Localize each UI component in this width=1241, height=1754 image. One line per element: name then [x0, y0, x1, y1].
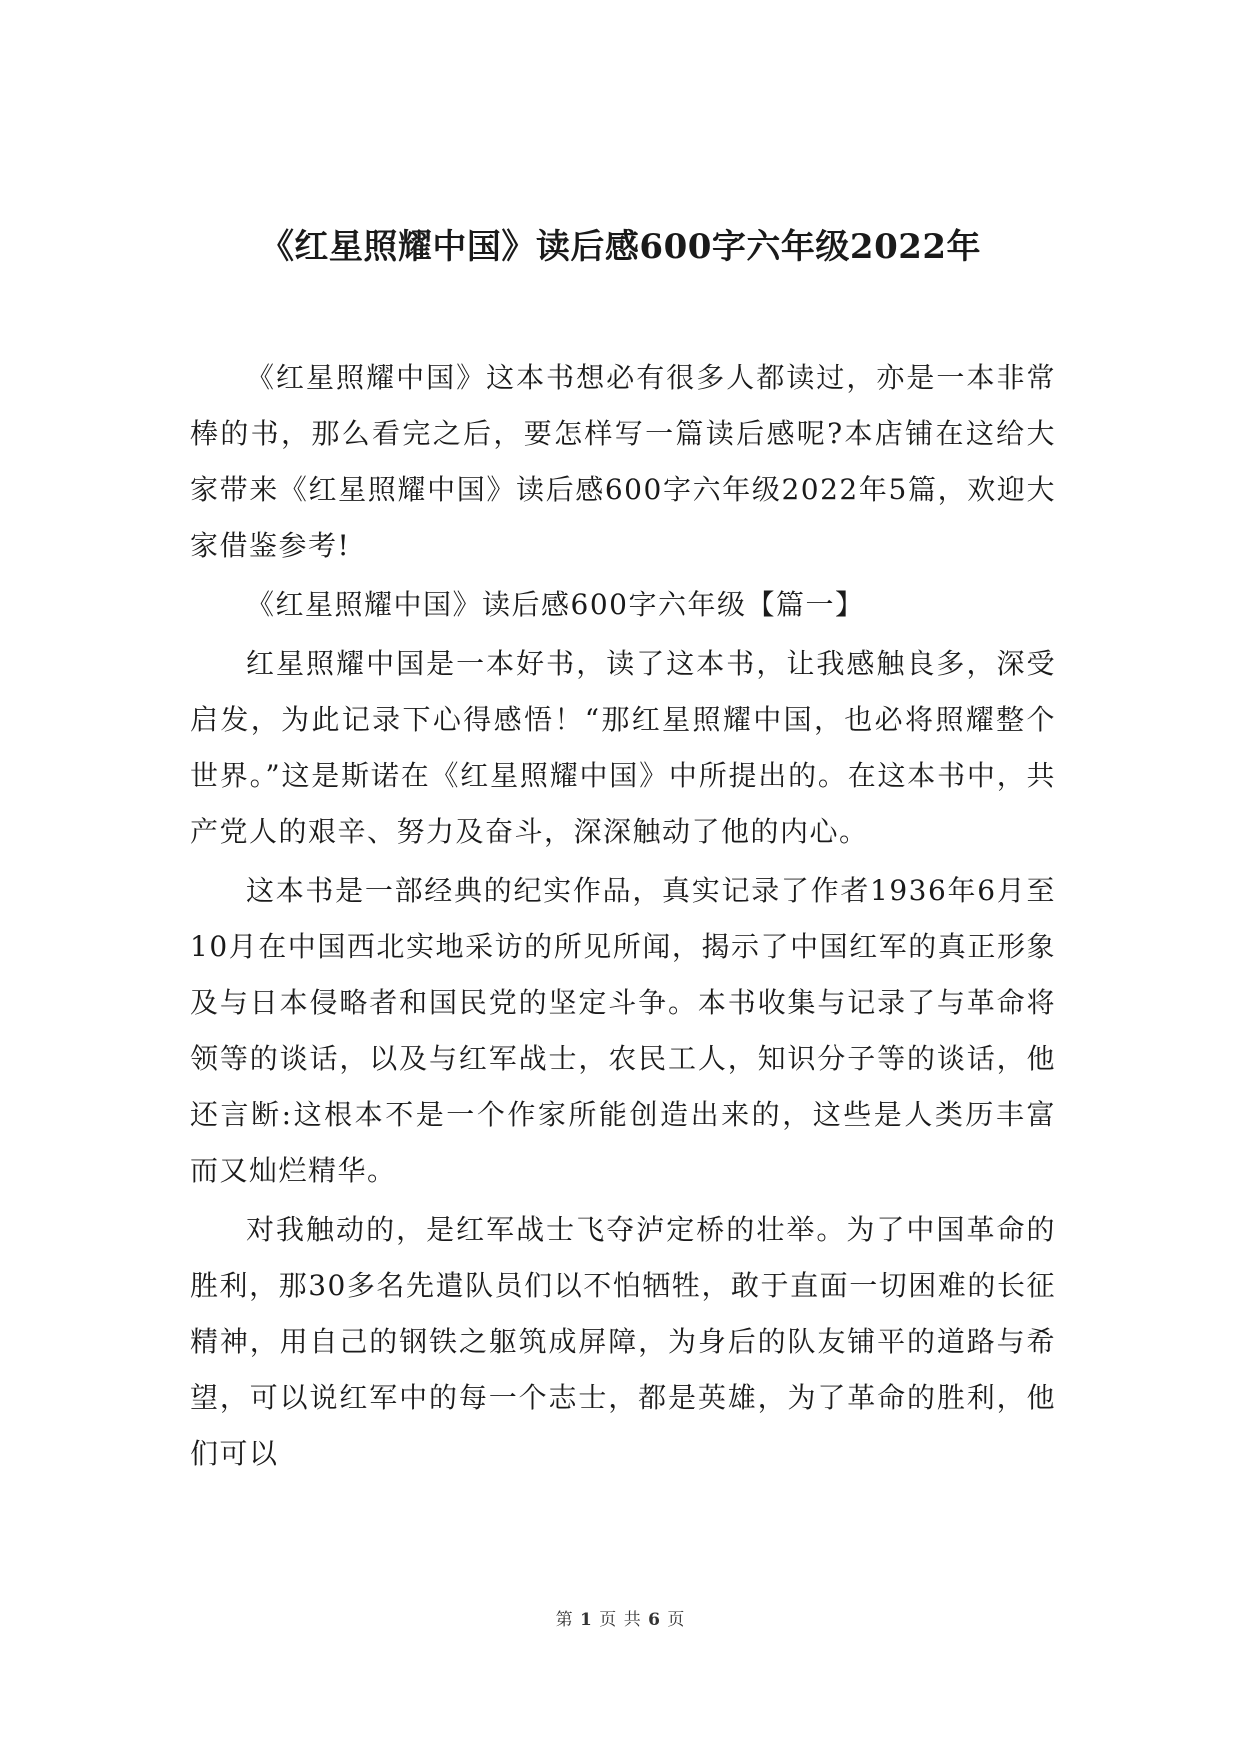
body-paragraph: 对我触动的，是红军战士飞夺泸定桥的壮举。为了中国革命的胜利，那30多名先遣队员们以不怕牺牲，敢于直面一切困难的长征精神，用自己的钢铁之躯筑成屏障，为身后的队友铺平的道路与希望，可以说红军中的每一个志士，都是英雄，为了革命的胜利，他们可以	[190, 1213, 1056, 1470]
section-heading-part-one: 《红星照耀中国》读后感600字六年级【篇一】	[246, 588, 865, 621]
document-body	[190, 350, 1056, 1485]
body-paragraph: 红星照耀中国是一本好书，读了这本书，让我感触良多，深受启发，为此记录下心得感悟！“那红星照耀中国，也必将照耀整个世界。”这是斯诺在《红星照耀中国》中所提出的。在这本书中，共产党人的艰辛、努力及奋斗，深深触动了他的内心。	[190, 647, 1056, 848]
footer-middle: 页 共	[599, 1610, 642, 1630]
footer-prefix: 第	[555, 1610, 574, 1630]
current-page-number: 1	[580, 1610, 593, 1630]
footer-suffix: 页	[667, 1610, 686, 1630]
body-paragraph: 这本书是一部经典的纪实作品，真实记录了作者1936年6月至10月在中国西北实地采访的所见所闻，揭示了中国红军的真正形象及与日本侵略者和国民党的坚定斗争。本书收集与记录了与革命将领等的谈话，以及与红军战士，农民工人，知识分子等的谈话，他还言断:这根本不是一个作家所能创造出来的，这些是人类历丰富而又灿烂精华。	[190, 874, 1056, 1187]
total-page-number: 6	[648, 1610, 661, 1630]
document-title: 《红星照耀中国》读后感600字六年级2022年	[259, 227, 982, 267]
page-footer	[0, 1608, 1241, 1632]
intro-paragraph: 《红星照耀中国》这本书想必有很多人都读过，亦是一本非常棒的书，那么看完之后，要怎样写一篇读后感呢?本店铺在这给大家带来《红星照耀中国》读后感600字六年级2022年5篇，欢迎大家借鉴参考!	[190, 361, 1056, 562]
